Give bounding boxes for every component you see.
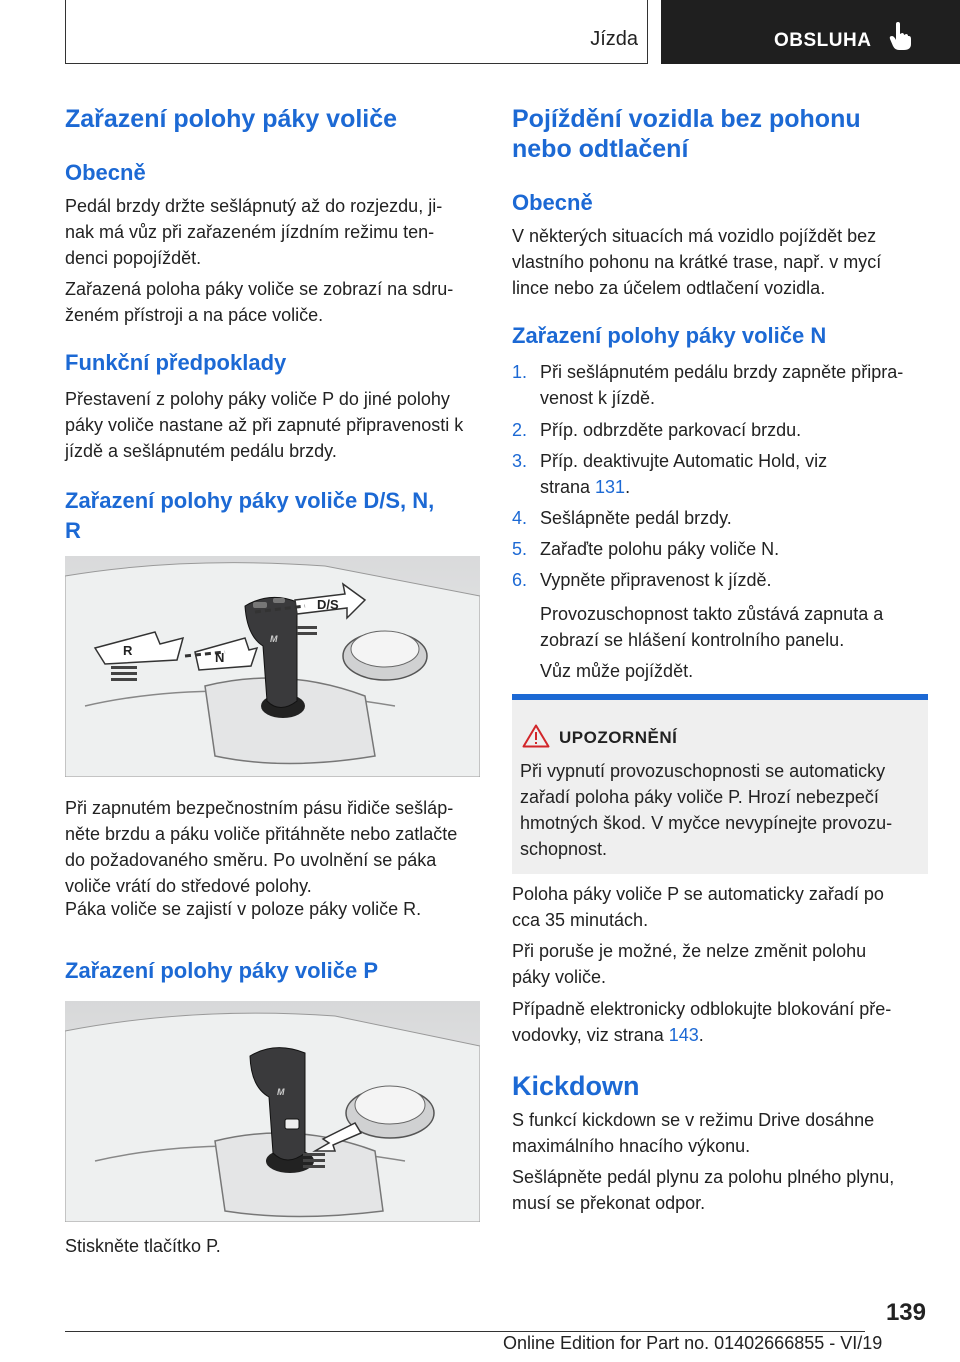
- paragraph-dsnr-instructions: Při zapnutém bezpečnostním pásu řidiče sešláp- něte brzdu a páku voliče přitáhněte nebo zatlačte do požadovaného směru. Po uvolnění se páka voliče vrátí do středové polohy.: [65, 798, 458, 896]
- step6-note-2: Vůz může pojíždět.: [540, 661, 694, 681]
- step-number: 4.: [512, 508, 528, 528]
- warning-box: [512, 694, 928, 874]
- step-text: Sešlápněte pedál brzdy.: [540, 508, 732, 528]
- page-reference-link[interactable]: 131: [595, 477, 626, 497]
- footer-divider: [65, 1331, 865, 1332]
- paragraph-towing-general: V některých situacích má vozidlo pojíždět bez vlastního pohonu na krátké trase, např. v mycí lince nebo za účelem odtlačení vozidla.: [512, 226, 882, 298]
- paragraph-display-position: Zařazená poloha páky voliče se zobrazí na sdru- ženém přístroji a na páce voliče.: [65, 279, 454, 325]
- section-heading-towing: Pojíždění vozidla bez pohonu nebo odtlačení: [512, 105, 861, 163]
- page-reference-link[interactable]: 143: [668, 1025, 699, 1045]
- subheading-dsnr: Zařazení polohy páky voliče D/S, N, R: [65, 488, 435, 543]
- paragraph-unlock: Případně elektronicky odblokujte blokování pře- vodovky, viz strana 143.: [512, 999, 892, 1045]
- subheading-general: Obecně: [65, 160, 146, 185]
- selector-lever-illustration: [65, 556, 480, 777]
- figure-selector-lever-dsnr: [65, 556, 480, 777]
- paragraph-auto-p: Poloha páky voliče P se automaticky zařadí po cca 35 minutách.: [512, 884, 884, 930]
- step-number: 1.: [512, 362, 528, 382]
- warning-text: Při vypnutí provozuschopnosti se automaticky zařadí poloha páky voliče P. Hrozí nebezpečí hmotných škod. V myčce nevypínejte provozu- schopnost.: [520, 761, 893, 859]
- warning-triangle-icon: [522, 724, 550, 748]
- paragraph-press-p: Stiskněte tlačítko P.: [65, 1236, 221, 1256]
- edition-text: Online Edition for Part no. 01402666855 - VI/19: [503, 1333, 883, 1353]
- paragraph-brake-hold: Pedál brzdy držte sešlápnutý až do rozjezdu, ji- nak má vůz při zařazeném jízdním režimu ten- denci popojíždět.: [65, 196, 443, 268]
- subheading-general-right: Obecně: [512, 190, 593, 215]
- paragraph-malfunction: Při poruše je možné, že nelze změnit polohu páky voliče.: [512, 941, 867, 987]
- label-m-2: M: [277, 1087, 285, 1097]
- subheading-position-p: Zařazení polohy páky voliče P: [65, 958, 378, 983]
- page-number: 139: [885, 1299, 926, 1326]
- section-heading-kickdown: Kickdown: [512, 1071, 640, 1101]
- subheading-position-n: Zařazení polohy páky voliče N: [512, 323, 827, 348]
- label-r: R: [123, 643, 133, 658]
- step-text: Zařaďte polohu páky voliče N.: [540, 539, 780, 559]
- pointing-hand-icon: [889, 22, 911, 50]
- chapter-label: OBSLUHA: [774, 30, 872, 51]
- paragraph-kickdown-2: Sešlápněte pedál plynu za polohu plného plynu, musí se překonat odpor.: [512, 1167, 895, 1213]
- step6-note: Provozuschopnost takto zůstává zapnuta a zobrazí se hlášení kontrolního panelu.: [540, 604, 884, 650]
- step-text: Při sešlápnutém pedálu brzdy zapněte připra- venost k jízdě.: [540, 362, 904, 408]
- subheading-prerequisites: Funkční předpoklady: [65, 350, 287, 375]
- step-text: Vypněte připravenost k jízdě.: [540, 570, 772, 590]
- figure-selector-lever-p: [65, 1001, 480, 1222]
- section-heading-selector-position: Zařazení polohy páky voliče: [65, 105, 398, 133]
- selector-lever-p-illustration: [65, 1001, 480, 1222]
- step-text: Příp. deaktivujte Automatic Hold, viz strana 131.: [540, 451, 828, 497]
- step-number: 6.: [512, 570, 528, 590]
- header-frame: [65, 0, 648, 64]
- step-number: 2.: [512, 420, 528, 440]
- warning-title: UPOZORNĚNÍ: [559, 728, 678, 747]
- chapter-tab: [661, 0, 960, 64]
- paragraph-prerequisites: Přestavení z polohy páky voliče P do jiné polohy páky voliče nastane až při zapnuté připravenosti k jízdě a sešlápnutém pedálu brzdy.: [65, 389, 464, 461]
- step-number: 3.: [512, 451, 528, 471]
- paragraph-kickdown-1: S funkcí kickdown se v režimu Drive dosáhne maximálního hnacího výkonu.: [512, 1110, 875, 1156]
- step-text: Příp. odbrzděte parkovací brzdu.: [540, 420, 802, 440]
- section-title: Jízda: [590, 28, 638, 50]
- label-n: N: [215, 650, 225, 665]
- paragraph-lock-r: Páka voliče se zajistí v poloze páky voliče R.: [65, 899, 422, 919]
- step-number: 5.: [512, 539, 528, 559]
- label-ds: D/S: [317, 597, 339, 612]
- label-m: M: [270, 634, 278, 644]
